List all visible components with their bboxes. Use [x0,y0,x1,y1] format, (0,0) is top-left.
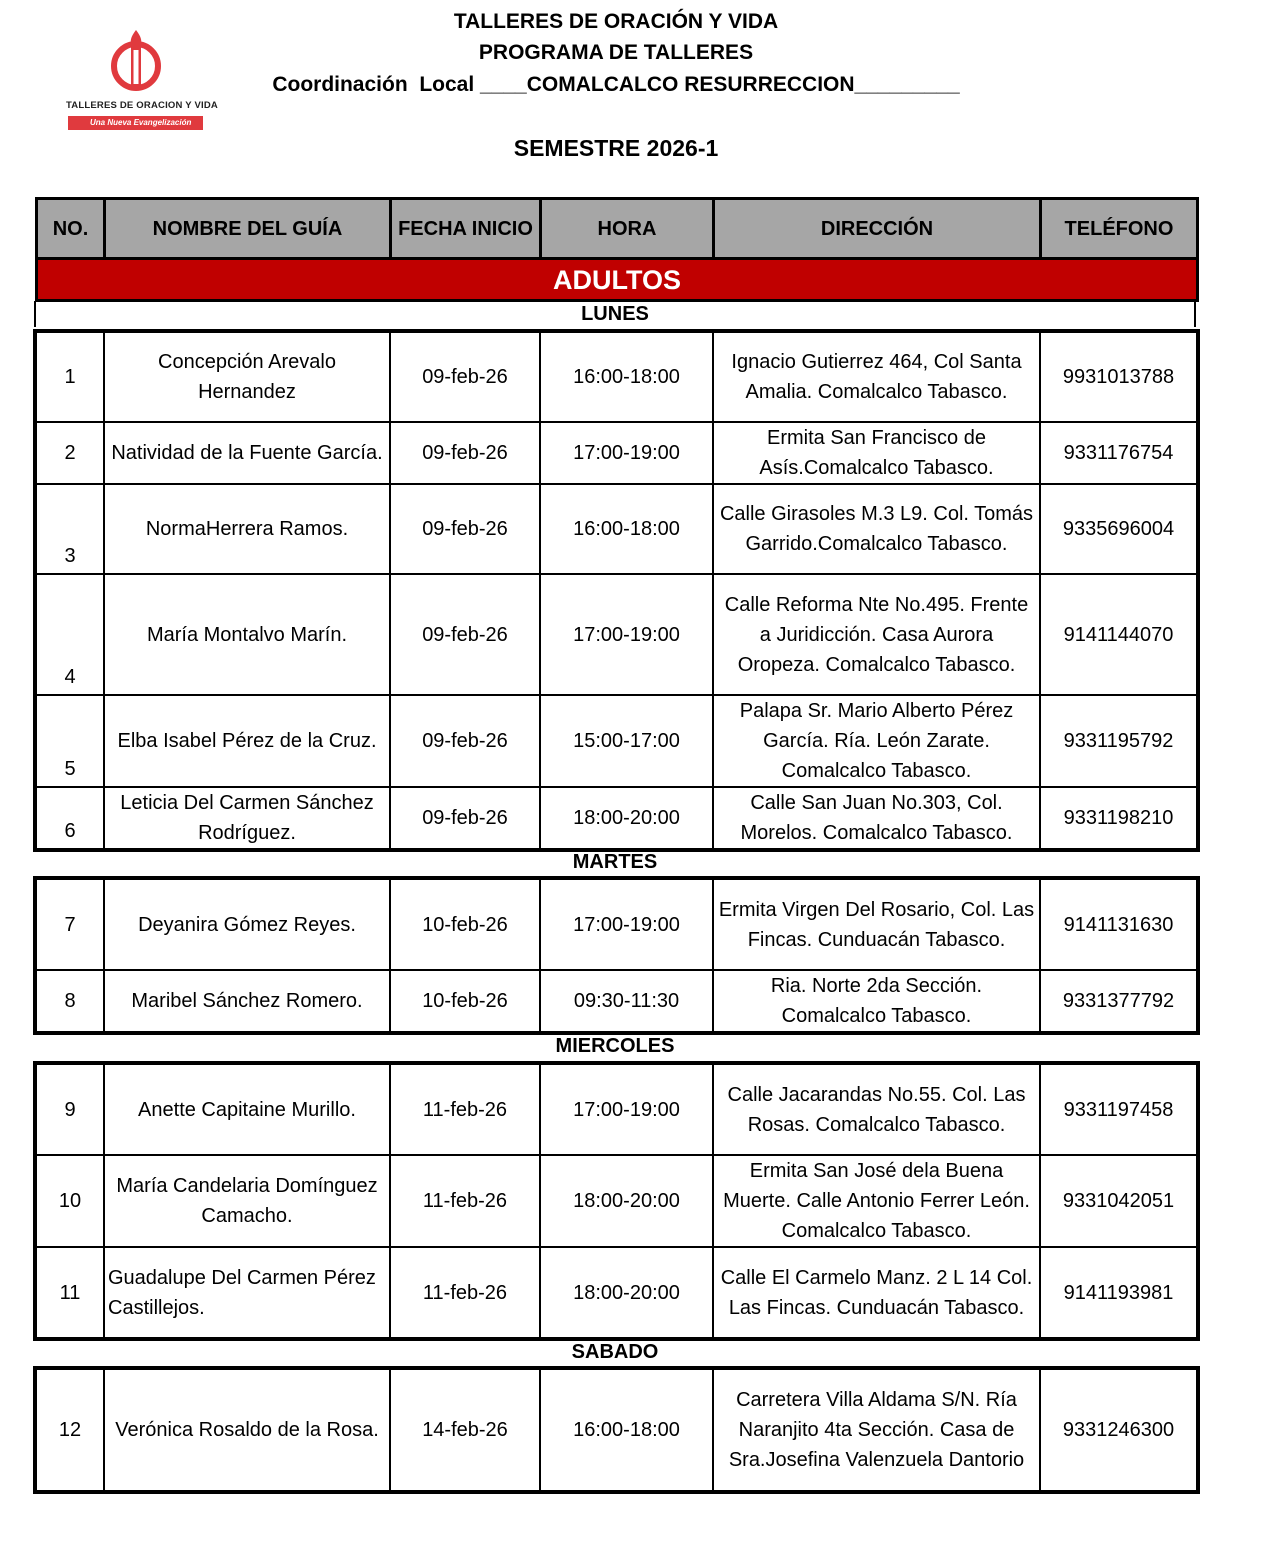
table-row [36,332,1197,422]
row-phone: 9331195792 [1040,695,1197,787]
semester-title: SEMESTRE 2026-1 [513,135,719,161]
col-header-no: NO. [37,199,105,259]
row-time: 18:00-20:00 [540,1247,713,1338]
col-header-phone: TELÉFONO [1041,199,1198,259]
row-no: 9 [36,1064,104,1155]
row-time: 16:00-18:00 [540,1369,713,1491]
col-header-name: NOMBRE DEL GUÍA [105,199,391,259]
row-no: 6 [36,787,104,849]
row-name: Guadalupe Del Carmen Pérez Castillejos. [104,1247,390,1338]
row-name: Maribel Sánchez Romero. [104,970,390,1032]
row-no: 4 [36,574,104,695]
row-name: Verónica Rosaldo de la Rosa. [104,1369,390,1491]
row-address: Calle Girasoles M.3 L9. Col. Tomás Garrido.Comalcalco Tabasco. [713,484,1040,574]
row-time: 18:00-20:00 [540,1155,713,1247]
row-name: NormaHerrera Ramos. [104,484,390,574]
coordination-line: Coordinación Local ____COMALCALCO RESURRECCION_________ [272,73,960,96]
row-date: 10-feb-26 [390,970,540,1032]
row-time: 17:00-19:00 [540,422,713,484]
row-date: 10-feb-26 [390,879,540,970]
header-table [35,197,1199,302]
row-time: 18:00-20:00 [540,787,713,849]
logo-tagline: Una Nueva Evangelización [68,116,203,130]
row-name: Deyanira Gómez Reyes. [104,879,390,970]
col-header-time: HORA [541,199,714,259]
col-header-date: FECHA INICIO [391,199,541,259]
row-name: Concepción Arevalo Hernandez [104,332,390,422]
row-time: 17:00-19:00 [540,574,713,695]
table-row [36,1247,1197,1338]
row-address: Calle Reforma Nte No.495. Frente a Juridicción. Casa Aurora Oropeza. Comalcalco Tabasco. [713,574,1040,695]
row-phone: 9931013788 [1040,332,1197,422]
logo-name: TALLERES DE ORACION Y VIDA [66,100,218,111]
row-no: 11 [36,1247,104,1338]
row-name: Leticia Del Carmen Sánchez Rodríguez. [104,787,390,849]
row-phone: 9331042051 [1040,1155,1197,1247]
row-address: Calle Jacarandas No.55. Col. Las Rosas. Comalcalco Tabasco. [713,1064,1040,1155]
schedule-table-martes [35,878,1198,1033]
row-name: Anette Capitaine Murillo. [104,1064,390,1155]
table-row [36,422,1197,484]
row-date: 09-feb-26 [390,574,540,695]
row-name: María Candelaria Domínguez Camacho. [104,1155,390,1247]
row-phone: 9141131630 [1040,879,1197,970]
row-time: 09:30-11:30 [540,970,713,1032]
table-row [36,970,1197,1032]
row-address: Ermita San José dela Buena Muerte. Calle Antonio Ferrer León. Comalcalco Tabasco. [713,1155,1040,1247]
table-row [36,879,1197,970]
schedule-table-miercoles [35,1063,1198,1339]
row-no: 2 [36,422,104,484]
row-time: 17:00-19:00 [540,1064,713,1155]
row-date: 11-feb-26 [390,1247,540,1338]
row-address: Ermita Virgen Del Rosario, Col. Las Fincas. Cunduacán Tabasco. [713,879,1040,970]
row-name: María Montalvo Marín. [104,574,390,695]
row-phone: 9331197458 [1040,1064,1197,1155]
row-no: 10 [36,1155,104,1247]
table-row [36,787,1197,849]
row-no: 3 [36,484,104,574]
row-phone: 9141193981 [1040,1247,1197,1338]
row-time: 17:00-19:00 [540,879,713,970]
row-date: 09-feb-26 [390,422,540,484]
row-address: Carretera Villa Aldama S/N. Ría Naranjito 4ta Sección. Casa de Sra.Josefina Valenzuela Dantorio [713,1369,1040,1491]
row-no: 7 [36,879,104,970]
row-phone: 9141144070 [1040,574,1197,695]
row-phone: 9331246300 [1040,1369,1197,1491]
row-name: Elba Isabel Pérez de la Cruz. [104,695,390,787]
table-row [36,695,1197,787]
document-subtitle: PROGRAMA DE TALLERES [478,41,754,64]
row-no: 5 [36,695,104,787]
row-phone: 9331377792 [1040,970,1197,1032]
document-title: TALLERES DE ORACIÓN Y VIDA [453,10,779,33]
row-address: Ermita San Francisco de Asís.Comalcalco Tabasco. [713,422,1040,484]
table-row [36,484,1197,574]
day-label-martes: MARTES [572,851,658,873]
row-phone: 9335696004 [1040,484,1197,574]
row-date: 14-feb-26 [390,1369,540,1491]
row-date: 09-feb-26 [390,332,540,422]
row-no: 12 [36,1369,104,1491]
row-address: Calle El Carmelo Manz. 2 L 14 Col. Las Fincas. Cunduacán Tabasco. [713,1247,1040,1338]
table-row [36,1064,1197,1155]
row-time: 16:00-18:00 [540,484,713,574]
row-no: 1 [36,332,104,422]
row-no: 8 [36,970,104,1032]
row-address: Palapa Sr. Mario Alberto Pérez García. Ría. León Zarate. Comalcalco Tabasco. [713,695,1040,787]
schedule-table-lunes [35,331,1198,850]
col-header-address: DIRECCIÓN [714,199,1041,259]
row-date: 09-feb-26 [390,787,540,849]
row-address: Ignacio Gutierrez 464, Col Santa Amalia. Comalcalco Tabasco. [713,332,1040,422]
row-time: 15:00-17:00 [540,695,713,787]
row-date: 11-feb-26 [390,1155,540,1247]
day-label-miercoles: MIERCOLES [555,1035,675,1057]
row-phone: 9331176754 [1040,422,1197,484]
row-address: Calle San Juan No.303, Col. Morelos. Comalcalco Tabasco. [713,787,1040,849]
row-time: 16:00-18:00 [540,332,713,422]
row-date: 09-feb-26 [390,484,540,574]
row-name: Natividad de la Fuente García. [104,422,390,484]
row-address: Ria. Norte 2da Sección. Comalcalco Tabasco. [713,970,1040,1032]
schedule-table-sabado [35,1368,1198,1492]
day-label-sabado: SABADO [571,1341,659,1363]
table-row [36,1155,1197,1247]
row-date: 11-feb-26 [390,1064,540,1155]
table-row [36,1369,1197,1491]
table-row [36,574,1197,695]
row-phone: 9331198210 [1040,787,1197,849]
group-header-adultos: ADULTOS [37,259,1198,301]
row-date: 09-feb-26 [390,695,540,787]
day-label-lunes: LUNES [34,301,1196,327]
